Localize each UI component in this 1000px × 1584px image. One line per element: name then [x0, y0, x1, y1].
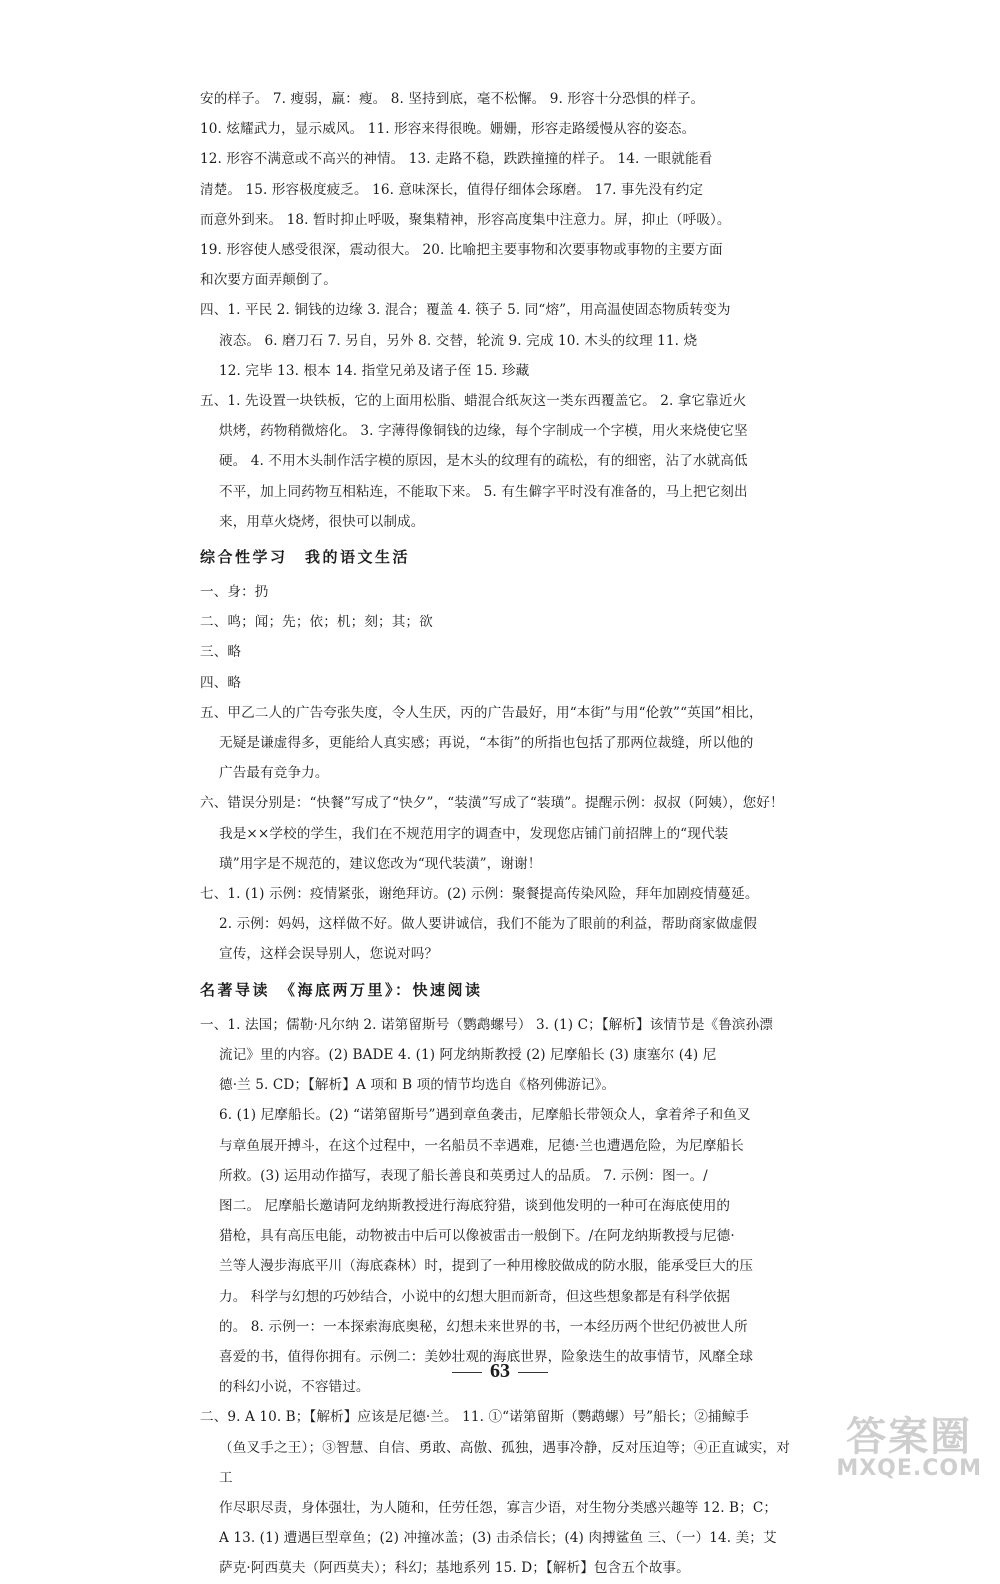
text-line: 璜”用字是不规范的，建议您改为“现代装潢”，谢谢！ [219, 855, 542, 872]
text-line: 的科幻小说，不容错过。 [219, 1379, 370, 1396]
watermark-logo: 答案圈 [846, 1414, 973, 1460]
text-line: 而意外到来。 18. 暂时抑止呼吸，聚集精神，形容高度集中注意力。屏，抑止（呼吸）。 [200, 211, 731, 228]
text-line: 七、1. (1) 示例：疫情紧张，谢绝拜访。(2) 示例：聚餐提高传染风险，拜年加剧疫情蔓延。 [200, 886, 759, 903]
watermark-url: MXQE.COM [836, 1456, 982, 1481]
text-line: 四、略 [200, 674, 242, 691]
text-line: 五、甲乙二人的广告夸张失度，令人生厌，丙的广告最好，用“本街”与用“伦敦”“英国”相比， [200, 704, 763, 721]
text-line: 流记》里的内容。(2) BADE 4. (1) 阿龙纳斯教授 (2) 尼摩船长 (3) 康塞尔 (4) 尼 [219, 1046, 717, 1063]
text-line: 2. 示例：妈妈，这样做不好。做人要讲诚信，我们不能为了眼前的利益，帮助商家做虚假 [219, 916, 757, 933]
text-line: 12. 完毕 13. 根本 14. 指堂兄弟及诸子侄 15. 珍藏 [219, 362, 530, 379]
text-line: 一、1. 法国；儒勒·凡尔纳 2. 诺第留斯号（鹦鹉螺号） 3. (1) C；【解析】该情节是《鲁滨孙漂 [200, 1016, 773, 1033]
text-line: 我是××学校的学生，我们在不规范用字的调查中，发现您店铺门前招牌上的“现代装 [219, 825, 729, 842]
text-line: 6. (1) 尼摩船长。(2) “诺第留斯号”遇到章鱼袭击，尼摩船长带领众人，拿着斧子和鱼叉 [219, 1107, 751, 1124]
footer-dash [452, 1372, 482, 1373]
text-line: 10. 炫耀武力，显示威风。 11. 形容来得很晚。姗姗，形容走路缓慢从容的姿态。 [200, 121, 696, 138]
text-line: 六、错误分别是：“快餐”写成了“快夕”，“装潢”写成了“装璜”。提醒示例：叔叔（阿姨），您好！ [200, 795, 784, 812]
section-heading: 综合性学习 我的语文生活 [200, 548, 411, 567]
watermark [836, 1405, 982, 1481]
page-number: 63 [490, 1360, 510, 1382]
text-line: 的。 8. 示例一：一本探索海底奥秘，幻想未来世界的书，一本经历两个世纪仍被世人所 [219, 1318, 748, 1335]
answer-text [200, 84, 790, 1584]
text-line: 四、1. 平民 2. 铜钱的边缘 3. 混合；覆盖 4. 筷子 5. 同“熔”，用高温使固态物质转变为 [200, 302, 731, 319]
text-line: 无疑是谦虚得多，更能给人真实感；再说，“本街”的所指也包括了那两位裁缝，所以他的 [219, 735, 754, 752]
text-line: 兰等人漫步海底平川（海底森林）时，提到了一种用橡胶做成的防水服，能承受巨大的压 [219, 1258, 754, 1275]
text-line: 二、9. A 10. B；【解析】应该是尼德·兰。 11. ①“诺第留斯（鹦鹉螺）号”船长；②捕鲸手 [200, 1409, 750, 1426]
section-heading: 名著导读 《海底两万里》：快速阅读 [200, 980, 483, 999]
text-line: 猎枪，具有高压电能，动物被击中后可以像被雷击一般倒下。/在阿龙纳斯教授与尼德· [219, 1228, 735, 1245]
text-line: 硬。 4. 不用木头制作活字模的原因，是木头的纹理有的疏松，有的细密，沾了水就高低 [219, 453, 748, 470]
text-line: 五、1. 先设置一块铁板，它的上面用松脂、蜡混合纸灰这一类东西覆盖它。 2. 拿它靠近火 [200, 393, 747, 410]
text-line: 喜爱的书，值得你拥有。示例二：美妙壮观的海底世界，险象迭生的故事情节，风靡全球 [219, 1348, 754, 1365]
text-line: 和次要方面弄颠倒了。 [200, 272, 337, 289]
text-line: （鱼叉手之王）；③智慧、自信、勇敢、高傲、孤独，遇事冷静，反对压迫等；④正直诚实，对工 [219, 1439, 790, 1486]
text-line: 来，用草火烧烤，很快可以制成。 [219, 513, 425, 530]
text-line: 宣传，这样会误导别人，您说对吗？ [219, 946, 439, 963]
text-line: 图二。 尼摩船长邀请阿龙纳斯教授进行海底狩猎，谈到他发明的一种可在海底使用的 [219, 1197, 731, 1214]
text-line: 一、身：扔 [200, 584, 269, 601]
text-line: 不平，加上同药物互相粘连，不能取下来。 5. 有生僻字平时没有准备的，马上把它刻出 [219, 483, 748, 500]
footer-dash [518, 1372, 548, 1373]
text-line: 所救。(3) 运用动作描写，表现了船长善良和英勇过人的品质。 7. 示例：图一。/ [219, 1167, 708, 1184]
page-number-footer [0, 1360, 1000, 1383]
text-line: 德·兰 5. CD；【解析】A 项和 B 项的情节均选自《格列佛游记》。 [219, 1077, 616, 1094]
text-line: 液态。 6. 磨刀石 7. 另自，另外 8. 交替，轮流 9. 完成 10. 木头的纹理 11. 烧 [219, 332, 698, 349]
text-line: 与章鱼展开搏斗，在这个过程中，一名船员不幸遇难，尼德·兰也遭遇危险，为尼摩船长 [219, 1137, 744, 1154]
text-line: 12. 形容不满意或不高兴的神情。 13. 走路不稳，跌跌撞撞的样子。 14. 一眼就能看 [200, 151, 713, 168]
text-line: 19. 形容使人感受很深，震动很大。 20. 比喻把主要事物和次要事物或事物的主要方面 [200, 242, 723, 259]
text-line: 广告最有竞争力。 [219, 765, 329, 782]
text-line: 清楚。 15. 形容极度疲乏。 16. 意味深长，值得仔细体会琢磨。 17. 事先没有约定 [200, 181, 704, 198]
text-line: 力。 科学与幻想的巧妙结合，小说中的幻想大胆而新奇，但这些想象都是有科学依据 [219, 1288, 731, 1305]
text-line: 安的样子。 7. 瘦弱，羸：瘦。 8. 坚持到底，毫不松懈。 9. 形容十分恐惧的样子。 [200, 91, 705, 107]
text-line: 三、略 [200, 644, 242, 661]
text-line: 二、鸣；闻；先；依；机；刻；其；欲 [200, 614, 433, 631]
text-line: 作尽职尽责，身体强壮，为人随和，任劳任怨，寡言少语，对生物分类感兴趣等 12. B；C； [219, 1499, 778, 1516]
text-line: 萨克·阿西莫夫（阿西莫夫）；科幻；基地系列 15. D；【解析】包含五个故事。 [219, 1560, 690, 1577]
text-line: 烘烤，药物稍微熔化。 3. 字薄得像铜钱的边缘，每个字制成一个字模，用火来烧使它坚 [219, 423, 748, 440]
text-line: A 13. (1) 遭遇巨型章鱼；(2) 冲撞冰盖；(3) 击杀信长；(4) 肉搏鲨鱼 三、（一）14. 美；艾 [219, 1530, 777, 1547]
